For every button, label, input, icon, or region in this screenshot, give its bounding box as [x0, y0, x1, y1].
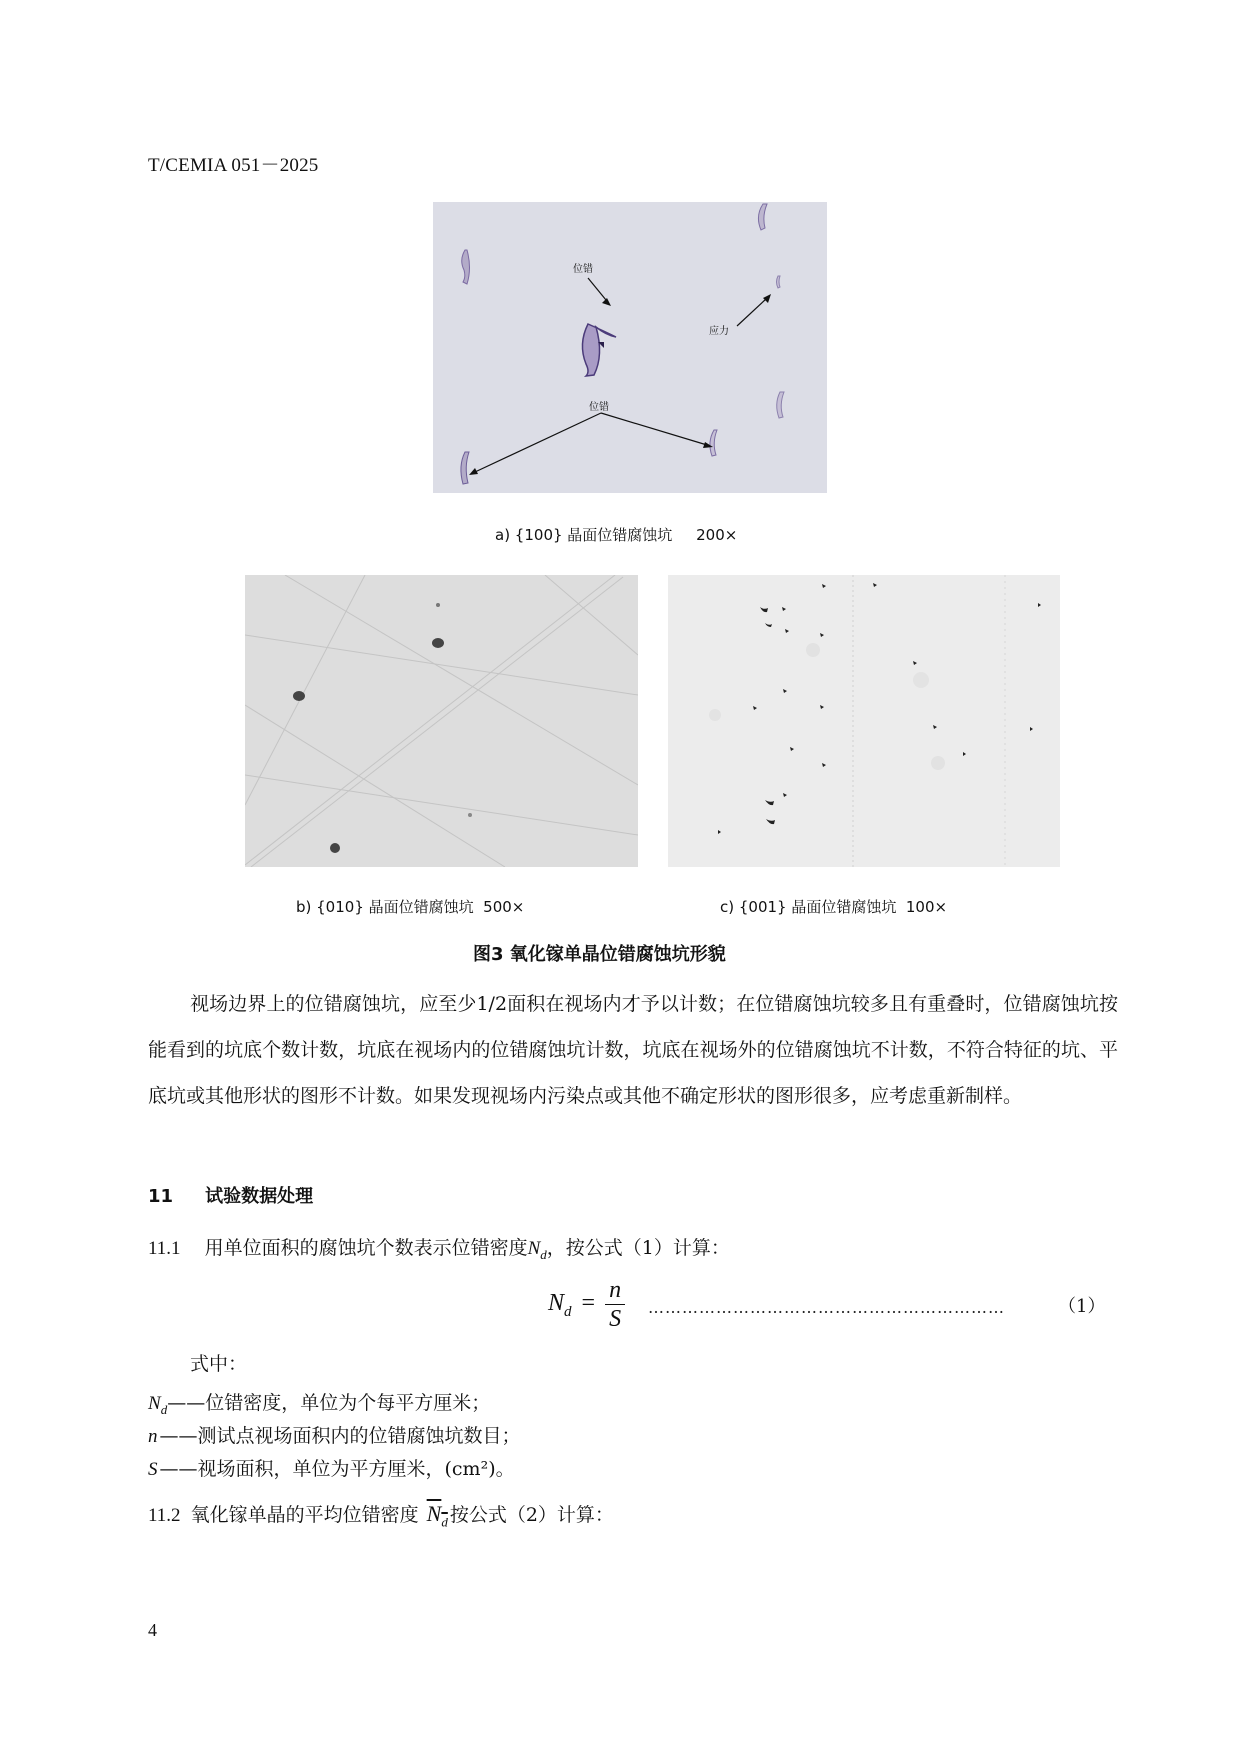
def-symbol: n: [148, 1426, 158, 1447]
label-dislocation: 位错: [589, 402, 609, 413]
formula-lhs: N: [548, 1290, 565, 1317]
formula-equals: =: [581, 1290, 596, 1317]
section-number: 11: [148, 1186, 174, 1207]
micrograph-b: [245, 575, 638, 867]
formula-leader: ………………………………………………………: [648, 1298, 1005, 1317]
def-symbol: S: [148, 1459, 158, 1480]
micrograph-c: [668, 575, 1060, 867]
clause-text-after: 按公式（2）计算：: [449, 1504, 614, 1526]
formula-1: [548, 1276, 625, 1333]
clause-text: 用单位面积的腐蚀坑个数表示位错密度: [204, 1237, 528, 1259]
def-symbol: N: [148, 1393, 161, 1414]
clause-11-2: [148, 1500, 614, 1530]
formula-numerator: n: [605, 1276, 625, 1305]
clause-number: 11.2: [148, 1505, 181, 1526]
formula-fraction: [605, 1276, 625, 1333]
formula-lhs-sub: d: [564, 1303, 572, 1320]
figure-panel-a: [433, 202, 827, 493]
symbol-nd-bar: [426, 1501, 448, 1530]
symbol-nd: N: [527, 1238, 541, 1259]
symbol-nd-sub: d: [540, 1246, 547, 1262]
body-paragraph: [148, 981, 1118, 1119]
section-11-heading: [148, 1182, 313, 1208]
def-sub: d: [160, 1401, 168, 1417]
clause-number: 11.1: [148, 1238, 181, 1259]
symbol-nd-bar-letter: N: [426, 1501, 442, 1526]
figure-panel-b: [245, 575, 638, 867]
definition-n: [148, 1421, 521, 1448]
definition-nd: [148, 1388, 490, 1418]
figure-panel-c: [668, 575, 1060, 867]
label-dislocation-top: 位错: [573, 264, 593, 275]
caption-panel-a: a) {100} 晶面位错腐蚀坑 200×: [495, 526, 738, 544]
caption-panel-b: b) {010} 晶面位错腐蚀坑 500×: [296, 898, 525, 916]
label-stress: 应力: [709, 326, 729, 337]
definition-s: [148, 1454, 515, 1481]
body-paragraph-text: 视场边界上的位错腐蚀坑，应至少1/2面积在视场内才予以计数；在位错腐蚀坑较多且有重叠时，位错腐蚀坑按能看到的坑底个数计数，坑底在视场内的位错腐蚀坑计数，坑底在视场外的位错腐蚀坑不计数，不符合特征的坑、平底坑或其他形状的图形不计数。如果发现视场内污染点或其他不确定形状的图形很多，应考虑重新制样。: [148, 993, 1118, 1107]
symbol-nd-bar-sub: d: [441, 1514, 448, 1530]
caption-panel-c: c) {001} 晶面位错腐蚀坑 100×: [720, 898, 948, 916]
def-text: ——视场面积，单位为平方厘米，(cm²)。: [159, 1458, 515, 1480]
clause-text-after: ，按公式（1）计算：: [546, 1237, 730, 1259]
clause-11-1: [148, 1233, 730, 1263]
def-text: ——位错密度，单位为个每平方厘米；: [167, 1392, 491, 1414]
formula-number: （1）: [1058, 1296, 1106, 1317]
clause-text: 氧化镓单晶的平均位错密度: [190, 1504, 419, 1526]
where-label: 式中：: [190, 1353, 248, 1375]
standard-id: T/CEMIA 051－2025: [148, 155, 319, 176]
figure-title: 图3 氧化镓单晶位错腐蚀坑形貌: [473, 944, 726, 965]
def-text: ——测试点视场面积内的位错腐蚀坑数目；: [159, 1425, 521, 1447]
section-title: 试验数据处理: [205, 1186, 314, 1207]
micrograph-a: [433, 202, 827, 493]
formula-denominator: S: [609, 1306, 622, 1332]
page-number: 4: [148, 1620, 157, 1640]
